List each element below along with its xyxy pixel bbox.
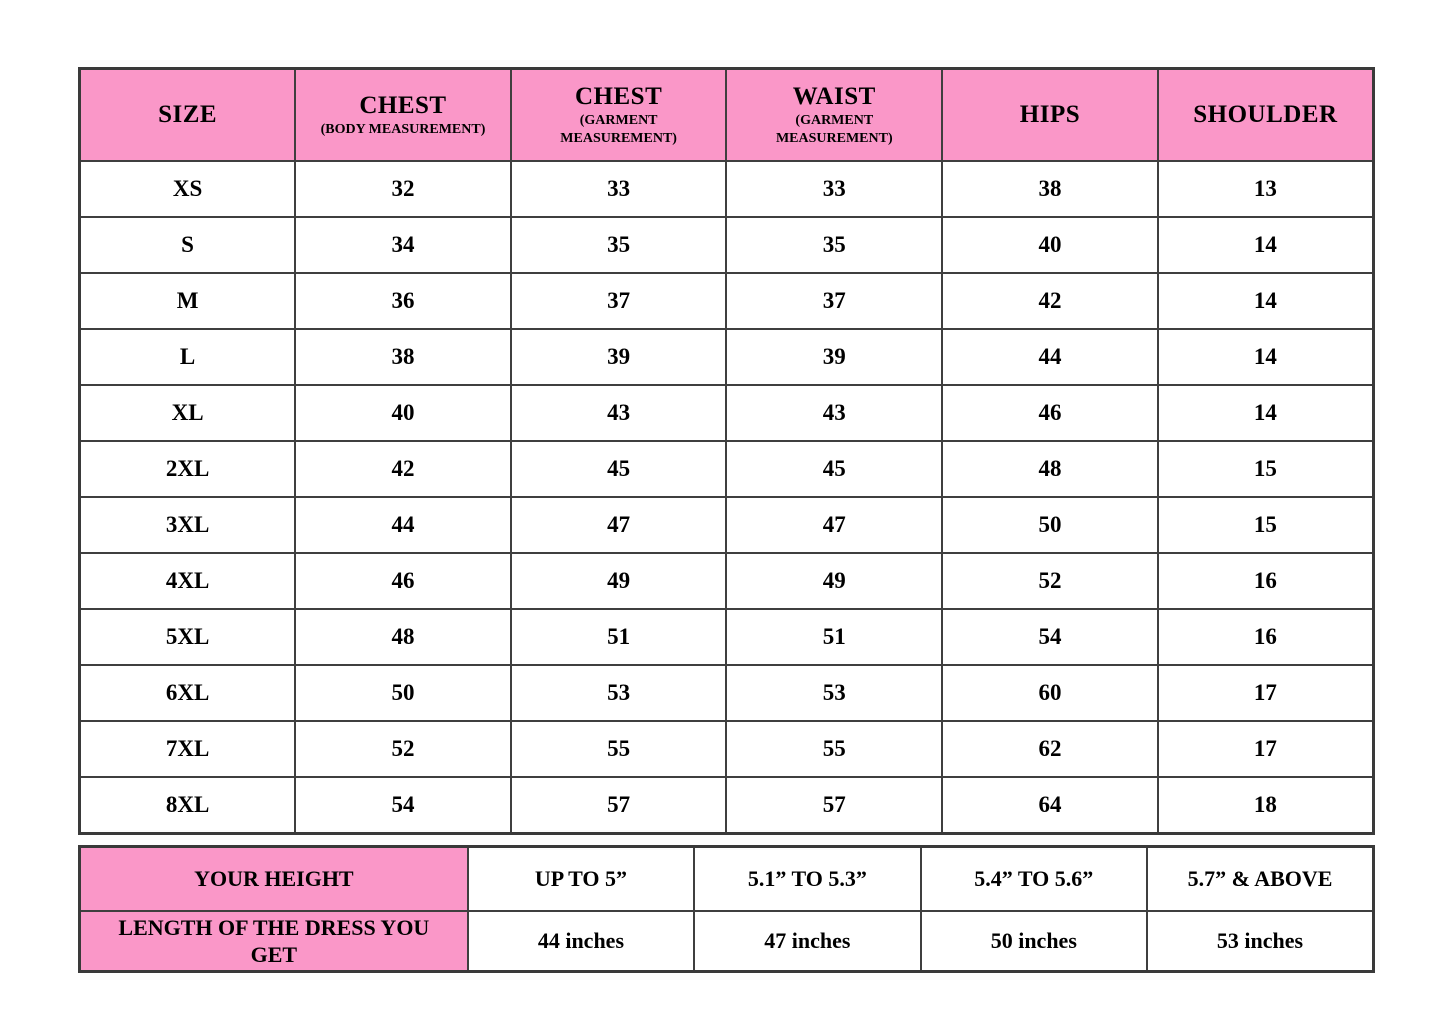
measurement-cell: 48 xyxy=(295,609,511,665)
column-header-label: SHOULDER xyxy=(1193,101,1338,129)
measurement-cell: 45 xyxy=(726,441,942,497)
measurement-cell: 35 xyxy=(726,217,942,273)
height-row xyxy=(80,847,1374,912)
size-cell: 6XL xyxy=(80,665,296,721)
measurement-cell: 54 xyxy=(942,609,1158,665)
table-row-m xyxy=(80,273,1374,329)
measurement-cell: 14 xyxy=(1158,329,1374,385)
measurement-cell: 46 xyxy=(295,553,511,609)
measurement-cell: 64 xyxy=(942,777,1158,834)
header-row xyxy=(80,69,1374,162)
measurement-cell: 62 xyxy=(942,721,1158,777)
measurement-cell: 14 xyxy=(1158,385,1374,441)
measurement-cell: 32 xyxy=(295,161,511,217)
measurement-cell: 51 xyxy=(726,609,942,665)
size-cell: L xyxy=(80,329,296,385)
dress-length-cell: 44 inches xyxy=(468,911,694,972)
size-cell: 3XL xyxy=(80,497,296,553)
size-cell: S xyxy=(80,217,296,273)
measurement-cell: 52 xyxy=(295,721,511,777)
size-cell: XS xyxy=(80,161,296,217)
table-row-6xl xyxy=(80,665,1374,721)
measurement-cell: 54 xyxy=(295,777,511,834)
measurement-cell: 14 xyxy=(1158,273,1374,329)
table-row-2xl xyxy=(80,441,1374,497)
column-header-label: WAIST xyxy=(792,82,876,110)
dress-length-row xyxy=(80,911,1374,972)
table-row-8xl xyxy=(80,777,1374,834)
measurement-cell: 16 xyxy=(1158,609,1374,665)
size-cell: 2XL xyxy=(80,441,296,497)
column-header-sublabel: (GARMENT MEASUREMENT) xyxy=(560,113,677,146)
column-header-chest-body xyxy=(295,69,511,162)
measurement-cell: 43 xyxy=(726,385,942,441)
measurement-cell: 38 xyxy=(942,161,1158,217)
table-row-7xl xyxy=(80,721,1374,777)
measurement-cell: 55 xyxy=(511,721,727,777)
dress-length-cell: 47 inches xyxy=(694,911,920,972)
measurement-cell: 42 xyxy=(942,273,1158,329)
measurement-cell: 40 xyxy=(942,217,1158,273)
measurement-cell: 13 xyxy=(1158,161,1374,217)
table-row-xl xyxy=(80,385,1374,441)
column-header-shoulder xyxy=(1158,69,1374,162)
column-header-hips xyxy=(942,69,1158,162)
measurement-cell: 48 xyxy=(942,441,1158,497)
size-chart-table xyxy=(78,67,1375,835)
column-header-waist-garment xyxy=(726,69,942,162)
measurement-cell: 57 xyxy=(511,777,727,834)
measurement-cell: 39 xyxy=(511,329,727,385)
column-header-label: CHEST xyxy=(359,91,447,119)
table-row-4xl xyxy=(80,553,1374,609)
measurement-cell: 33 xyxy=(511,161,727,217)
size-cell: 4XL xyxy=(80,553,296,609)
measurement-cell: 60 xyxy=(942,665,1158,721)
measurement-cell: 44 xyxy=(942,329,1158,385)
measurement-cell: 40 xyxy=(295,385,511,441)
measurement-cell: 42 xyxy=(295,441,511,497)
size-cell: 5XL xyxy=(80,609,296,665)
measurement-cell: 44 xyxy=(295,497,511,553)
column-header-sublabel: (GARMENT MEASUREMENT) xyxy=(775,113,893,146)
measurement-cell: 15 xyxy=(1158,441,1374,497)
column-header-label: HIPS xyxy=(1019,101,1081,129)
size-cell: 7XL xyxy=(80,721,296,777)
measurement-cell: 34 xyxy=(295,217,511,273)
height-range-cell: 5.4” TO 5.6” xyxy=(921,847,1147,912)
measurement-cell: 37 xyxy=(511,273,727,329)
measurement-cell: 47 xyxy=(726,497,942,553)
column-header-label: SIZE xyxy=(158,101,218,129)
column-header-label: CHEST xyxy=(575,82,663,110)
height-range-cell: 5.7” & ABOVE xyxy=(1147,847,1373,912)
measurement-cell: 15 xyxy=(1158,497,1374,553)
measurement-cell: 57 xyxy=(726,777,942,834)
measurement-cell: 39 xyxy=(726,329,942,385)
measurement-cell: 18 xyxy=(1158,777,1374,834)
measurement-cell: 50 xyxy=(942,497,1158,553)
table-row-3xl xyxy=(80,497,1374,553)
measurement-cell: 51 xyxy=(511,609,727,665)
size-cell: 8XL xyxy=(80,777,296,834)
height-range-cell: UP TO 5” xyxy=(468,847,694,912)
measurement-cell: 33 xyxy=(726,161,942,217)
height-row-label: YOUR HEIGHT xyxy=(80,847,468,912)
measurement-cell: 37 xyxy=(726,273,942,329)
dress-length-cell: 53 inches xyxy=(1147,911,1373,972)
table-row-xs xyxy=(80,161,1374,217)
measurement-cell: 49 xyxy=(726,553,942,609)
measurement-cell: 47 xyxy=(511,497,727,553)
measurement-cell: 17 xyxy=(1158,721,1374,777)
measurement-cell: 53 xyxy=(726,665,942,721)
column-header-chest-garment xyxy=(511,69,727,162)
height-length-table xyxy=(78,845,1375,973)
measurement-cell: 46 xyxy=(942,385,1158,441)
measurement-cell: 55 xyxy=(726,721,942,777)
table-row-s xyxy=(80,217,1374,273)
measurement-cell: 38 xyxy=(295,329,511,385)
measurement-cell: 16 xyxy=(1158,553,1374,609)
table-row-5xl xyxy=(80,609,1374,665)
measurement-cell: 50 xyxy=(295,665,511,721)
measurement-cell: 35 xyxy=(511,217,727,273)
measurement-cell: 43 xyxy=(511,385,727,441)
measurement-cell: 36 xyxy=(295,273,511,329)
measurement-cell: 17 xyxy=(1158,665,1374,721)
column-header-sublabel: (BODY MEASUREMENT) xyxy=(320,122,486,137)
height-range-cell: 5.1” TO 5.3” xyxy=(694,847,920,912)
dress-length-cell: 50 inches xyxy=(921,911,1147,972)
measurement-cell: 14 xyxy=(1158,217,1374,273)
measurement-cell: 45 xyxy=(511,441,727,497)
measurement-cell: 49 xyxy=(511,553,727,609)
table-row-l xyxy=(80,329,1374,385)
measurement-cell: 52 xyxy=(942,553,1158,609)
measurement-cell: 53 xyxy=(511,665,727,721)
dress-length-row-label: LENGTH OF THE DRESS YOU GET xyxy=(80,911,468,972)
column-header-size xyxy=(80,69,296,162)
size-cell: XL xyxy=(80,385,296,441)
size-cell: M xyxy=(80,273,296,329)
